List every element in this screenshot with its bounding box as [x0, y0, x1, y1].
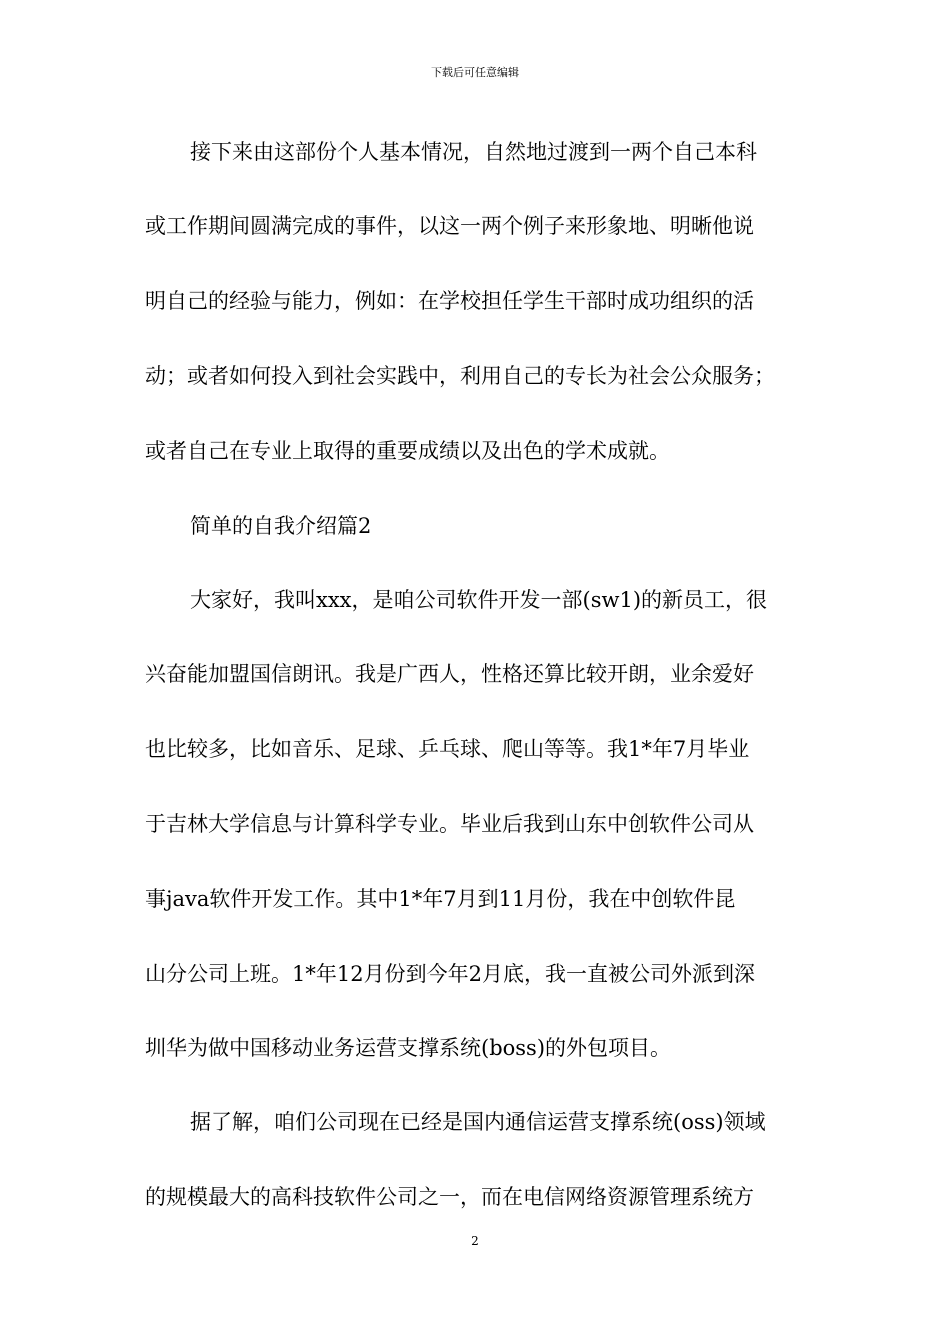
- paragraph-line: 或者自己在专业上取得的重要成绩以及出色的学术成就。: [145, 439, 670, 463]
- paragraph-line: 动；或者如何投入到社会实践中，利用自己的专长为社会公众服务；: [145, 364, 775, 388]
- paragraph-line: 大家好，我叫xxx，是咱公司软件开发一部(sw1)的新员工，很: [190, 588, 768, 612]
- paragraph-line: 或工作期间圆满完成的事件，以这一两个例子来形象地、明晰他说: [145, 214, 754, 238]
- page-number: 2: [471, 1234, 479, 1248]
- paragraph-line: 明自己的经验与能力，例如：在学校担任学生干部时成功组织的活: [145, 289, 754, 313]
- paragraph-line: 事java软件开发工作。其中1*年7月到11月份，我在中创软件昆: [145, 887, 736, 911]
- paragraph-line: 兴奋能加盟国信朗讯。我是广西人，性格还算比较开朗，业余爱好: [145, 662, 754, 686]
- paragraph-line: 的规模最大的高科技软件公司之一，而在电信网络资源管理系统方: [145, 1185, 754, 1209]
- paragraph-line: 也比较多，比如音乐、足球、乒乓球、爬山等等。我1*年7月毕业: [145, 737, 750, 761]
- paragraph-line: 山分公司上班。1*年12月份到今年2月底，我一直被公司外派到深: [145, 962, 755, 986]
- paragraph-line: 于吉林大学信息与计算科学专业。毕业后我到山东中创软件公司从: [145, 812, 754, 836]
- page-header: 下载后可任意编辑: [431, 66, 519, 79]
- paragraph-line: 圳华为做中国移动业务运营支撑系统(boss)的外包项目。: [145, 1036, 672, 1060]
- paragraph-line: 据了解，咱们公司现在已经是国内通信运营支撑系统(oss)领域: [190, 1110, 766, 1134]
- section-heading: 简单的自我介绍篇2: [190, 514, 372, 538]
- paragraph-line: 接下来由这部份个人基本情况，自然地过渡到一两个自己本科: [190, 140, 757, 164]
